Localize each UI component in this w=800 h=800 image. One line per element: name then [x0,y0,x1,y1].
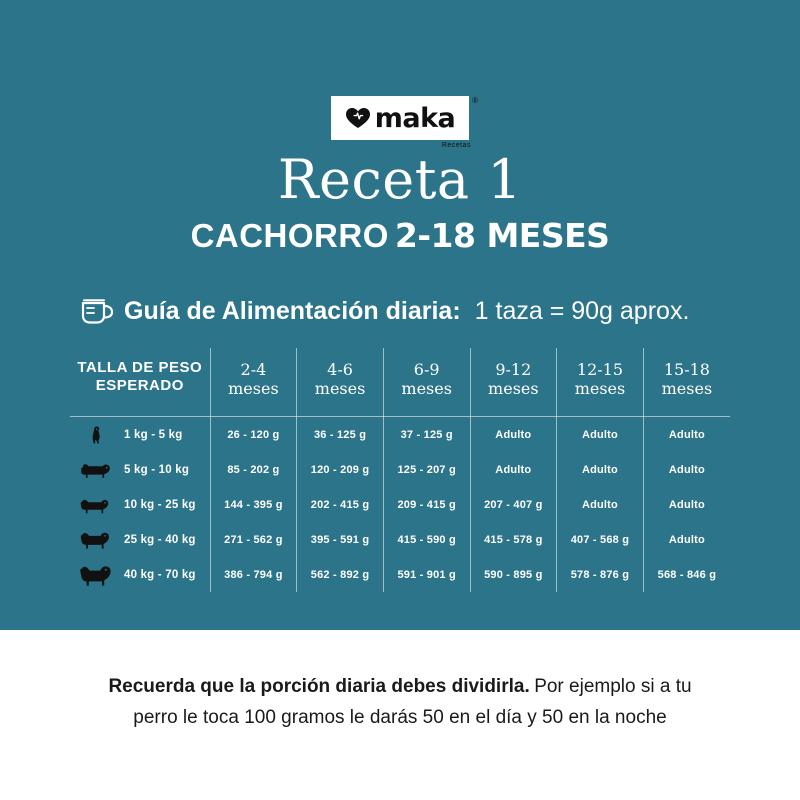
column-unit: meses [228,379,279,398]
portion-cell: 568 - 846 g [657,568,717,581]
table-corner-header [70,348,210,417]
column-header-9-12 [470,348,557,417]
giant-dog-icon [76,562,116,588]
subtitle-age-range: 2-18 MESES [394,216,610,255]
daily-feeding-guide [80,296,740,326]
portion-cell: 37 - 125 g [383,417,470,453]
footer-line-2: perro le toca 100 gramos le darás 50 en el día y 50 en la noche [133,707,667,728]
weight-cell [70,452,210,487]
feeding-table [70,348,730,592]
portion-cell: 209 - 415 g [383,487,470,522]
column-unit: meses [488,379,539,398]
brand-tagline: Recetas [441,142,471,149]
portion-cell: 271 - 562 g [210,522,297,557]
table-header-row [70,348,730,417]
portion-cell: 591 - 901 g [383,557,470,592]
column-header-4-6 [297,348,384,417]
portion-cell: 562 - 892 g [297,557,384,592]
column-range: 6-9 [413,360,440,379]
corner-line-2: ESPERADO [95,377,184,394]
large-dog-icon [76,527,116,553]
guide-equivalence: 1 taza = 90g aprox. [474,296,690,325]
portion-cell: 407 - 568 g [557,522,644,557]
column-unit: meses [661,379,713,398]
page-title: Receta 1 [277,148,523,211]
portion-cell: 578 - 876 g [557,557,644,592]
portion-cell: Adulto [557,452,644,487]
column-unit: meses [314,379,366,398]
portion-cell: 125 - 207 g [383,452,470,487]
page-subtitle [0,216,800,255]
weight-cell [70,557,210,592]
portion-cell: 202 - 415 g [297,487,384,522]
column-header-2-4 [210,348,297,417]
table-row [70,452,730,487]
corner-line-1: TALLA DE PESO [77,359,203,376]
portion-cell: 120 - 209 g [297,452,384,487]
weight-range: 1 kg - 5 kg [124,428,183,441]
portion-cell: Adulto [668,498,705,511]
portion-cell: Adulto [668,428,705,441]
weight-range: 25 kg - 40 kg [124,533,196,546]
brand-trademark: ® [472,96,478,105]
portion-cell: Adulto [668,533,705,546]
portion-cell: Adulto [668,463,705,476]
weight-cell [70,417,210,453]
column-unit: meses [574,379,626,398]
portion-cell: 386 - 794 g [210,557,297,592]
column-range: 4-6 [327,360,353,379]
footer-note [60,672,740,733]
weight-cell [70,487,210,522]
heart-icon [345,107,371,129]
brand-name: maka [374,102,456,134]
measuring-cup-icon [80,296,114,326]
column-header-6-9 [383,348,470,417]
footer-line-1 [60,672,740,703]
portion-cell: 144 - 395 g [210,487,297,522]
column-header-12-15 [557,348,644,417]
portion-cell: Adulto [557,487,644,522]
dachshund-dog-icon [76,457,116,483]
portion-cell: 207 - 407 g [470,487,557,522]
small-dog-icon [76,422,116,448]
footer-rest-text: Por ejemplo si a tu [534,676,692,697]
weight-range: 5 kg - 10 kg [124,463,190,476]
weight-cell [70,522,210,557]
column-range: 12-15 [576,360,624,379]
column-range: 2-4 [240,360,267,379]
medium-dog-icon [76,492,116,518]
table-row [70,417,730,453]
guide-label: Guía de Alimentación diaria: [124,296,461,325]
weight-range: 10 kg - 25 kg [124,498,196,511]
subtitle-life-stage: CACHORRO [190,217,389,254]
footer-bold-text: Recuerda que la porción diaria debes dividirla. [108,676,530,697]
portion-cell: Adulto [470,417,557,453]
feeding-table-wrapper [70,348,730,588]
column-unit: meses [401,379,452,398]
column-range: 15-18 [663,360,710,379]
table-row [70,522,730,557]
portion-cell: 36 - 125 g [297,417,384,453]
portion-cell: 395 - 591 g [297,522,384,557]
portion-cell: Adulto [557,417,644,453]
weight-range: 40 kg - 70 kg [124,568,196,581]
portion-cell: 85 - 202 g [210,452,297,487]
column-header-15-18 [643,348,730,417]
brand-logo [331,96,478,149]
portion-cell: 26 - 120 g [210,417,297,453]
portion-cell: 415 - 590 g [383,522,470,557]
portion-cell: 415 - 578 g [470,522,557,557]
table-row [70,487,730,522]
column-range: 9-12 [495,360,532,379]
portion-cell: Adulto [470,452,557,487]
portion-cell: 590 - 895 g [470,557,557,592]
table-row [70,557,730,592]
